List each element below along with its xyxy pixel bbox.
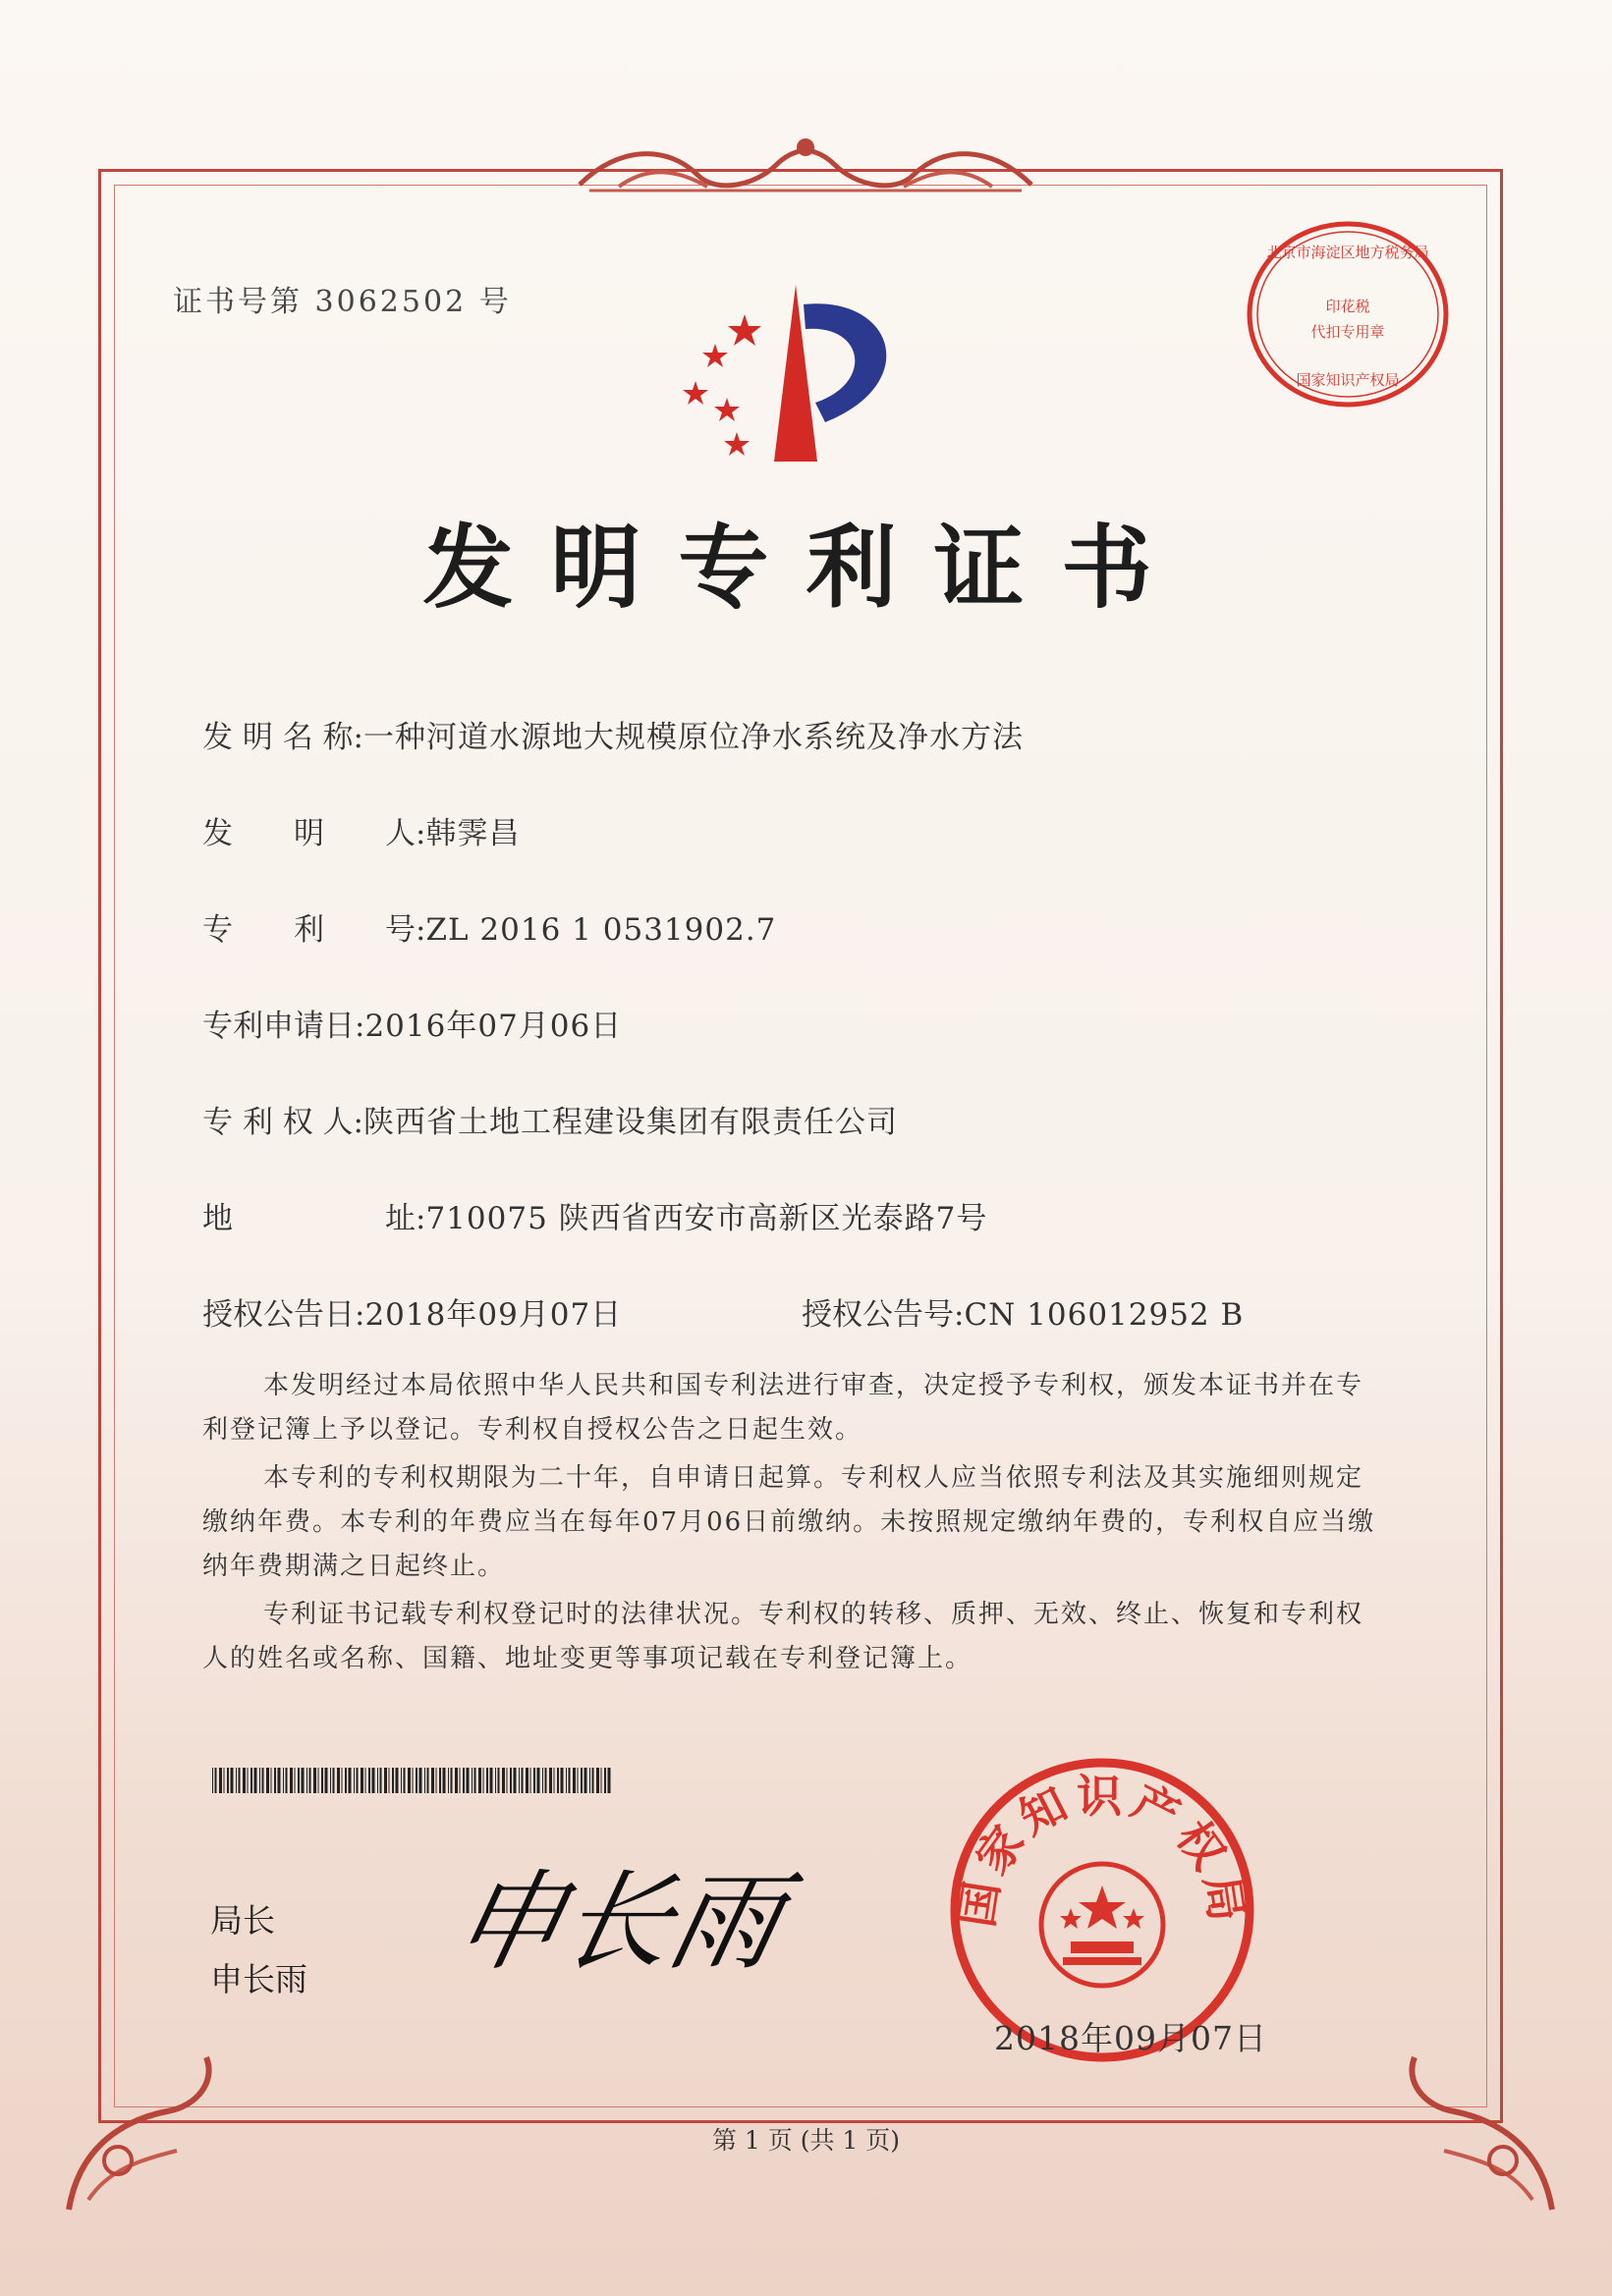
field-label: 发 明 人: <box>202 816 426 851</box>
certificate-number-suffix: 号 <box>478 285 512 319</box>
tax-seal-mid-text: 印花税 <box>1325 298 1370 315</box>
field-value: 2016年07月06日 <box>364 1009 623 1044</box>
field-value: 一种河道水源地大规模原位净水系统及净水方法 <box>363 720 1025 755</box>
certificate-title: 发明专利证书 <box>422 515 1190 621</box>
tax-seal-bottom-text: 国家知识产权局 <box>1296 371 1400 389</box>
director-signature <box>441 1846 815 1994</box>
field-application-date <box>202 1001 622 1045</box>
field-label: 授权公告日: <box>202 1297 365 1333</box>
tax-seal <box>1240 216 1456 412</box>
field-label: 发 明 名 称: <box>202 720 364 755</box>
paragraph-term-statement: 本专利的专利权期限为二十年，自申请日起算。专利权人应当依照专利法及其实施细则规定缴纳年费。本专利的年费应当在每年07月06日前缴纳。未按照规定缴纳年费的，专利权自应当缴纳年费期满之日起终止。 <box>202 1463 1376 1581</box>
field-grant-number <box>802 1289 1244 1334</box>
tax-seal-mid2-text: 代扣专用章 <box>1310 323 1385 341</box>
paragraph-legal-status: 专利证书记载专利权登记时的法律状况。专利权的转移、质押、无效、终止、恢复和专利权人的姓名或名称、国籍、地址变更等事项记载在专利登记簿上。 <box>202 1600 1364 1673</box>
issue-date: 2018年09月07日 <box>994 2019 1267 2057</box>
field-value: 2018年09月07日 <box>364 1297 623 1333</box>
field-grant-date <box>202 1289 622 1334</box>
field-inventor <box>202 808 520 852</box>
field-patent-number <box>202 904 776 949</box>
field-label: 专利申请日: <box>202 1009 365 1044</box>
field-value: 710075 陕西省西安市高新区光泰路7号 <box>425 1201 988 1236</box>
certificate-number-value: 3062502 <box>314 285 468 319</box>
tax-seal-outer-text: 北京市海淀区地方税务局 <box>1266 244 1429 261</box>
field-value: 韩霁昌 <box>425 816 521 851</box>
field-invention-name <box>202 712 1024 756</box>
field-label: 专 利 号: <box>202 912 426 948</box>
top-ornament <box>560 126 1051 204</box>
director-title: 局长 <box>210 1901 275 1940</box>
inner-border <box>114 185 1487 2107</box>
barcode <box>212 1768 611 1793</box>
field-value: CN 106012952 B <box>964 1297 1245 1333</box>
field-value: ZL 2016 1 0531902.7 <box>425 912 777 948</box>
field-label: 地 址: <box>202 1201 426 1236</box>
certificate-number-label: 证书号第 <box>173 285 303 319</box>
svg-text:申长雨: 申长雨 <box>441 1860 793 1986</box>
page-number: 第 1 页 (共 1 页) <box>711 2126 901 2155</box>
field-label: 专 利 权 人: <box>202 1105 364 1140</box>
svg-text:国家知识产权局: 国家知识产权局 <box>949 1769 1255 1931</box>
patent-office-logo <box>668 275 923 471</box>
certificate-number <box>173 277 512 320</box>
field-address <box>202 1193 987 1237</box>
field-value: 陕西省土地工程建设集团有限责任公司 <box>363 1105 899 1140</box>
paragraph-grant-statement: 本发明经过本局依照中华人民共和国专利法进行审查，决定授予专利权，颁发本证书并在专利登记簿上予以登记。专利权自授权公告之日起生效。 <box>202 1371 1364 1445</box>
field-patentee <box>202 1097 898 1141</box>
director-name: 申长雨 <box>210 1960 307 1998</box>
field-label: 授权公告号: <box>802 1297 965 1333</box>
